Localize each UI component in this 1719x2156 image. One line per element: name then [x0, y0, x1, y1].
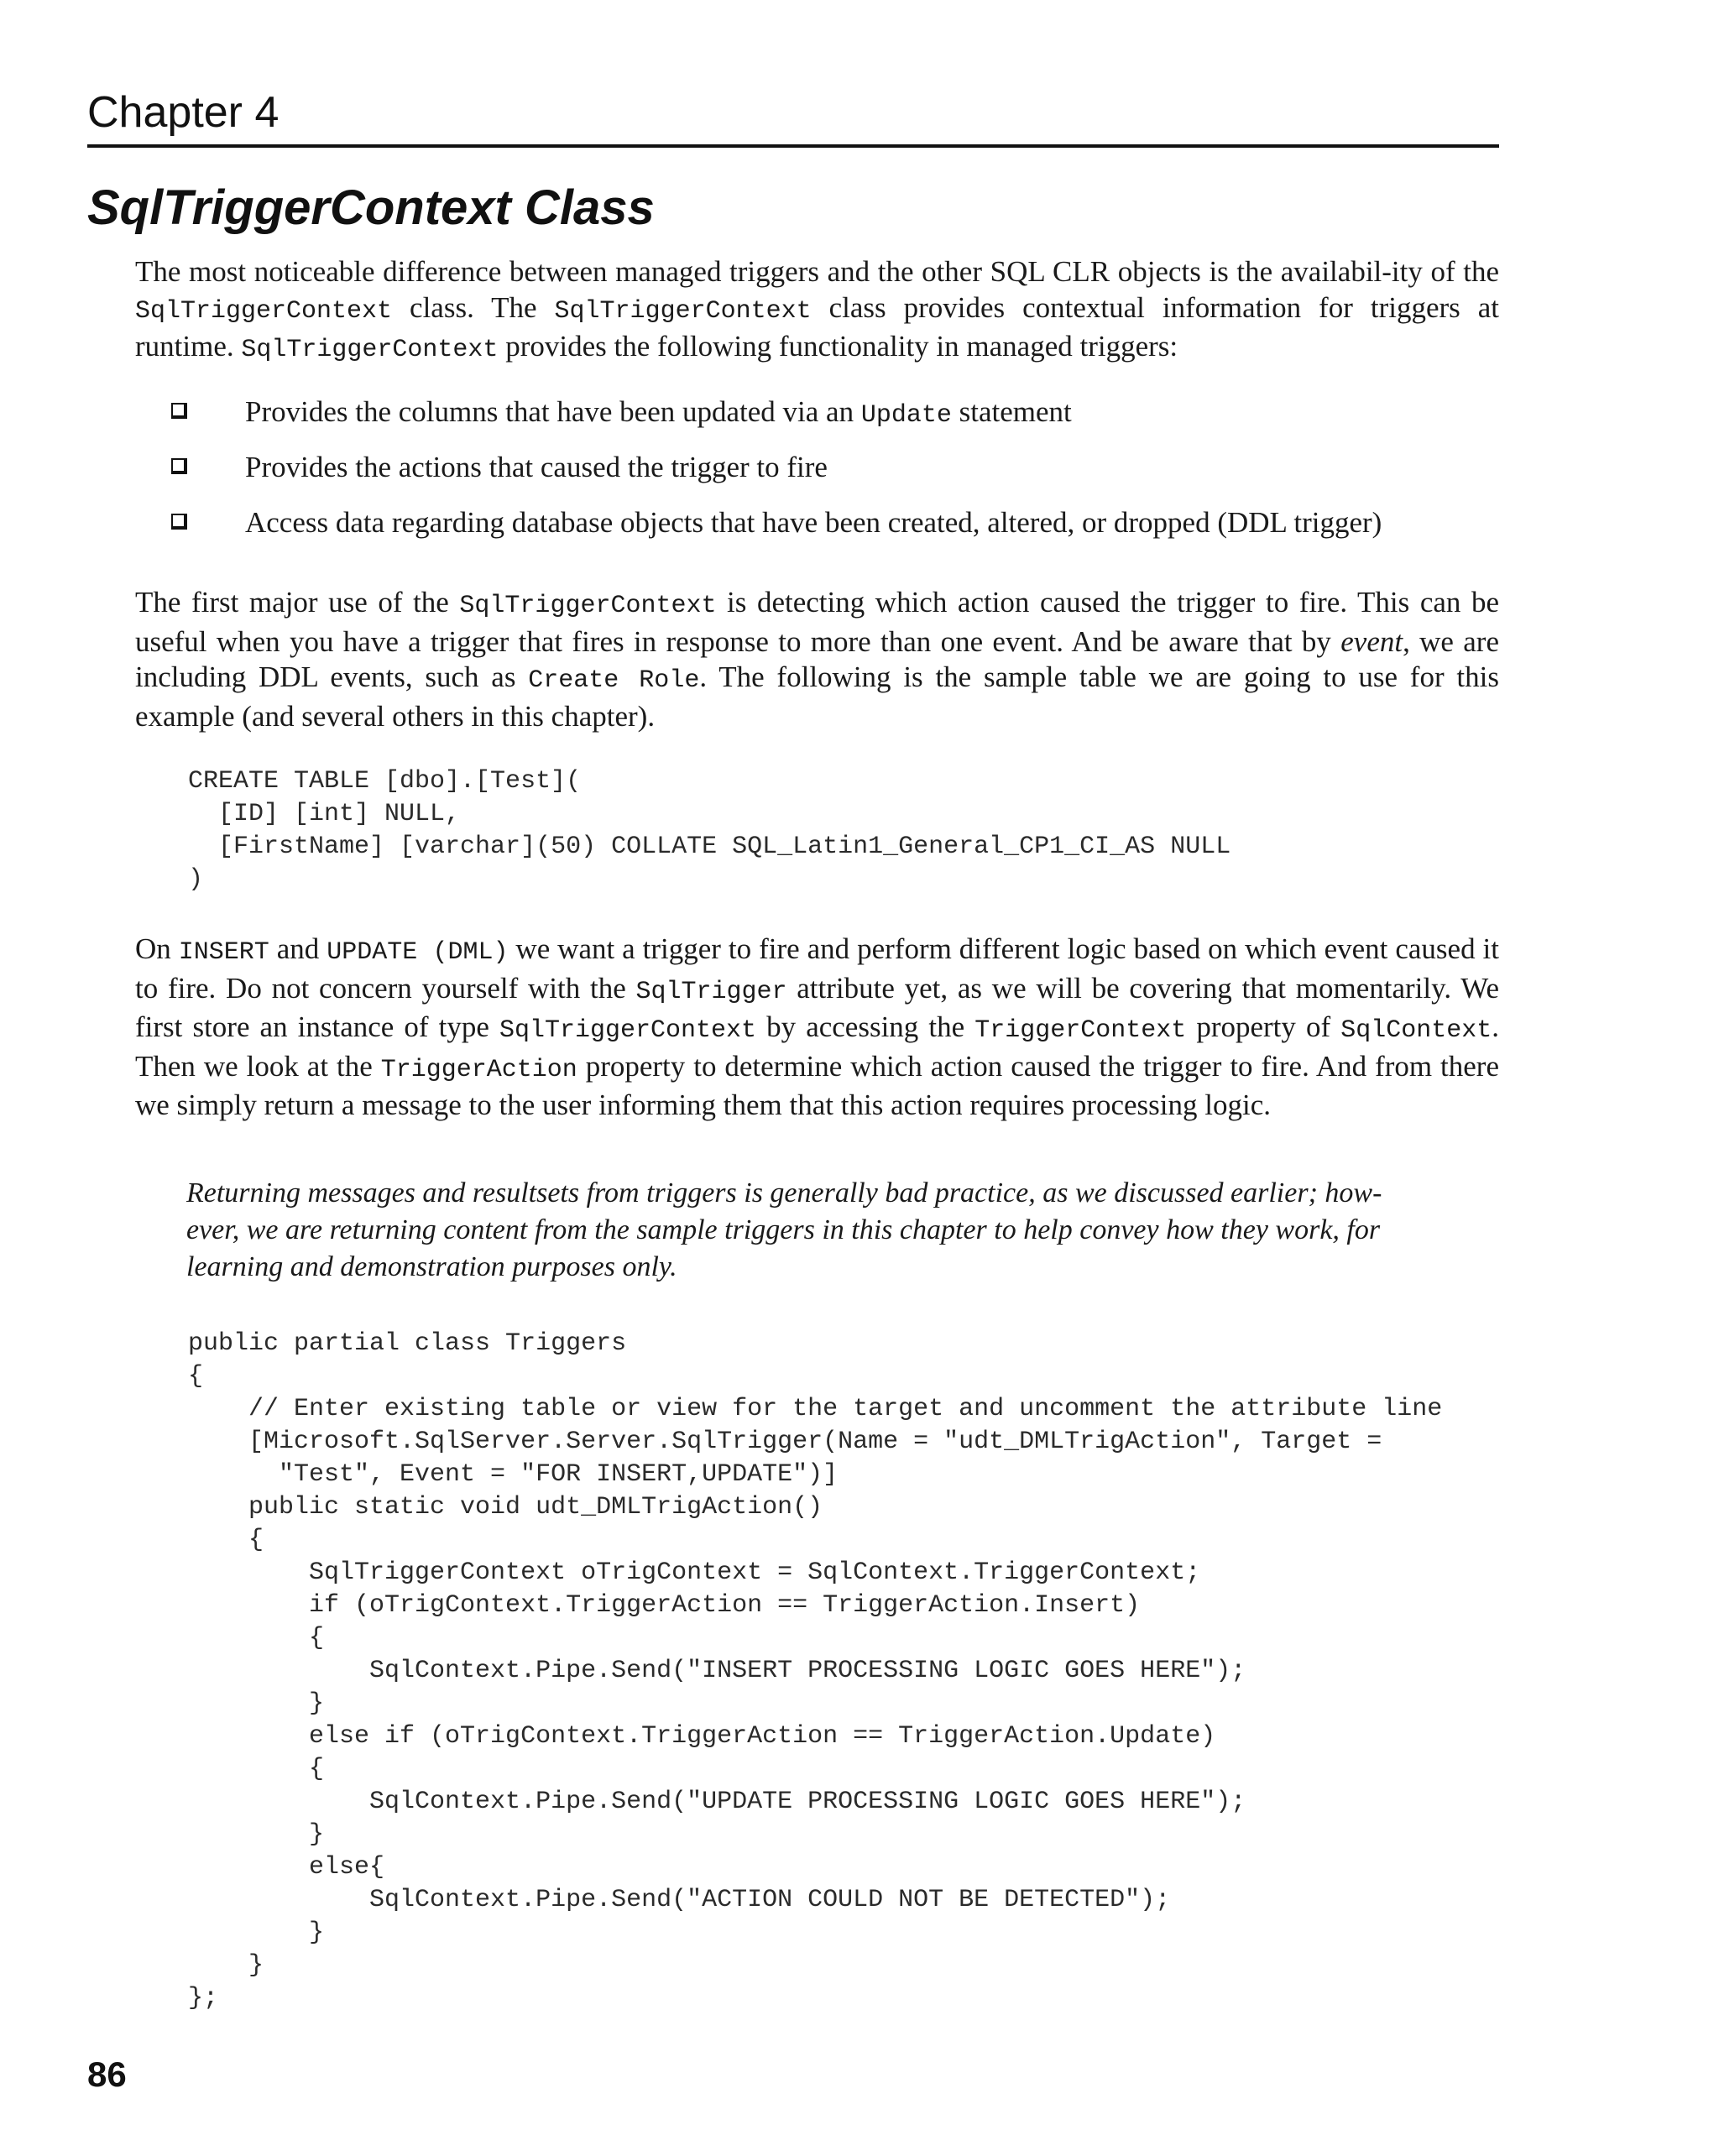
- para-text: The first major use of the: [135, 586, 460, 619]
- para-text: by accessing the: [756, 1010, 975, 1043]
- page-number: 86: [87, 2054, 127, 2094]
- para-text: is detecting which action caused the trigger to fire. This can be useful when you have a trigger that fires in response to more than one event. And be aware that by: [135, 586, 1499, 658]
- checkbox-bullet-icon: [171, 403, 187, 419]
- paragraph-trigger-context: [135, 585, 1499, 734]
- para-text: , we are including DDL events, such as: [135, 624, 1499, 693]
- inline-code: UPDATE (DML): [327, 938, 509, 967]
- inline-code: TriggerAction: [380, 1055, 577, 1084]
- inline-code: SqlTriggerContext: [241, 336, 499, 364]
- para-text: property of: [1186, 1010, 1341, 1043]
- para-text: property to determine which action caused the trigger to fire. And from there we simply return a message to the user informing them that this action requires processing logic.: [135, 1049, 1499, 1121]
- inline-code: INSERT: [178, 938, 269, 967]
- inline-code: SqlTriggerContext: [499, 1016, 757, 1045]
- para-text: attribute yet, as we will be covering that momentarily. We first store an instance of type: [135, 971, 1499, 1043]
- para-text: On: [135, 932, 179, 965]
- intro-text-1: The most noticeable difference between managed triggers and the other SQL CLR objects is the availabil-ity of the: [135, 255, 1499, 288]
- inline-code: SqlTriggerContext: [554, 296, 812, 326]
- list-item-label-end: statement: [951, 395, 1072, 428]
- checkbox-bullet-icon: [171, 458, 187, 474]
- para-text: we want a trigger to fire and perform different logic based on which event caused it to fire. Do not concern yourself with the: [135, 932, 1499, 1005]
- list-item-text: Access data regarding database objects that have been created, altered, or dropped (DDL trigger): [245, 506, 1382, 539]
- para-text: . The following is the sample table we are going to use for this example (and several others in this chapter).: [135, 660, 1499, 733]
- inline-code: Create Role: [528, 666, 700, 695]
- intro-text-2: class. The: [392, 290, 555, 324]
- list-item: [171, 505, 1531, 561]
- checkbox-bullet-icon: [171, 514, 187, 530]
- section-title: SqlTriggerContext Class: [87, 180, 655, 235]
- inline-code: SqlTriggerContext: [459, 592, 717, 620]
- chapter-label: Chapter 4: [87, 88, 280, 137]
- inline-code: TriggerContext: [974, 1016, 1187, 1045]
- para-text: and: [269, 932, 327, 965]
- list-item: [171, 450, 1531, 505]
- para-text: . Then we look at the: [135, 1010, 1499, 1083]
- chapter-header: [87, 86, 1499, 148]
- inline-code: Update: [860, 401, 952, 430]
- note-text: Returning messages and resultsets from triggers is generally bad practice, as we discussed earlier; how-ever, we are returning content from the sample triggers in this chapter to help convey how they work, for learning and demonstration purposes only.: [186, 1177, 1382, 1282]
- inline-code: SqlContext: [1340, 1016, 1492, 1045]
- inline-code: SqlTriggerContext: [135, 296, 393, 326]
- list-item-text: Provides the actions that caused the trigger to fire: [245, 451, 828, 483]
- intro-paragraph: [135, 254, 1499, 368]
- list-item-text: [245, 394, 1072, 433]
- bullet-list: [171, 394, 1531, 561]
- emphasis-text: event: [1340, 624, 1403, 658]
- inline-code: SqlTrigger: [635, 977, 787, 1006]
- list-item: [171, 394, 1531, 450]
- intro-text-4: provides the following functionality in managed triggers:: [498, 330, 1178, 363]
- code-block-create-table: CREATE TABLE [dbo].[Test]( [ID] [int] NULL, [FirstName] [varchar](50) COLLATE SQL_Latin1_General_CP1_CI_AS NULL ): [188, 767, 1231, 894]
- code-block-triggers-class: public partial class Triggers { // Enter existing table or view for the target and uncomment the attribute line [Microsoft.SqlServer.Server.SqlTrigger(Name = "udt_DMLTrigAction", Target = "Test", Event = "FOR INSERT,UPDATE")] public static void udt_DMLTrigAction() { SqlTriggerContext oTrigContext = SqlContext.TriggerContext; if (oTrigContext.TriggerAction == TriggerAction.Insert) { SqlContext.Pipe.Send("INSERT PROCESSING LOGIC GOES HERE"); } else if (oTrigContext.TriggerAction == TriggerAction.Update) { SqlContext.Pipe.Send("UPDATE PROCESSING LOGIC GOES HERE"); } else{ SqlContext.Pipe.Send("ACTION COULD NOT BE DETECTED"); } } };: [188, 1329, 1443, 2012]
- list-item-label: Provides the columns that have been updated via an: [245, 395, 861, 428]
- intro-text-3: class provides contextual information for triggers at runtime.: [135, 290, 1499, 363]
- paragraph-insert-update: [135, 932, 1499, 1124]
